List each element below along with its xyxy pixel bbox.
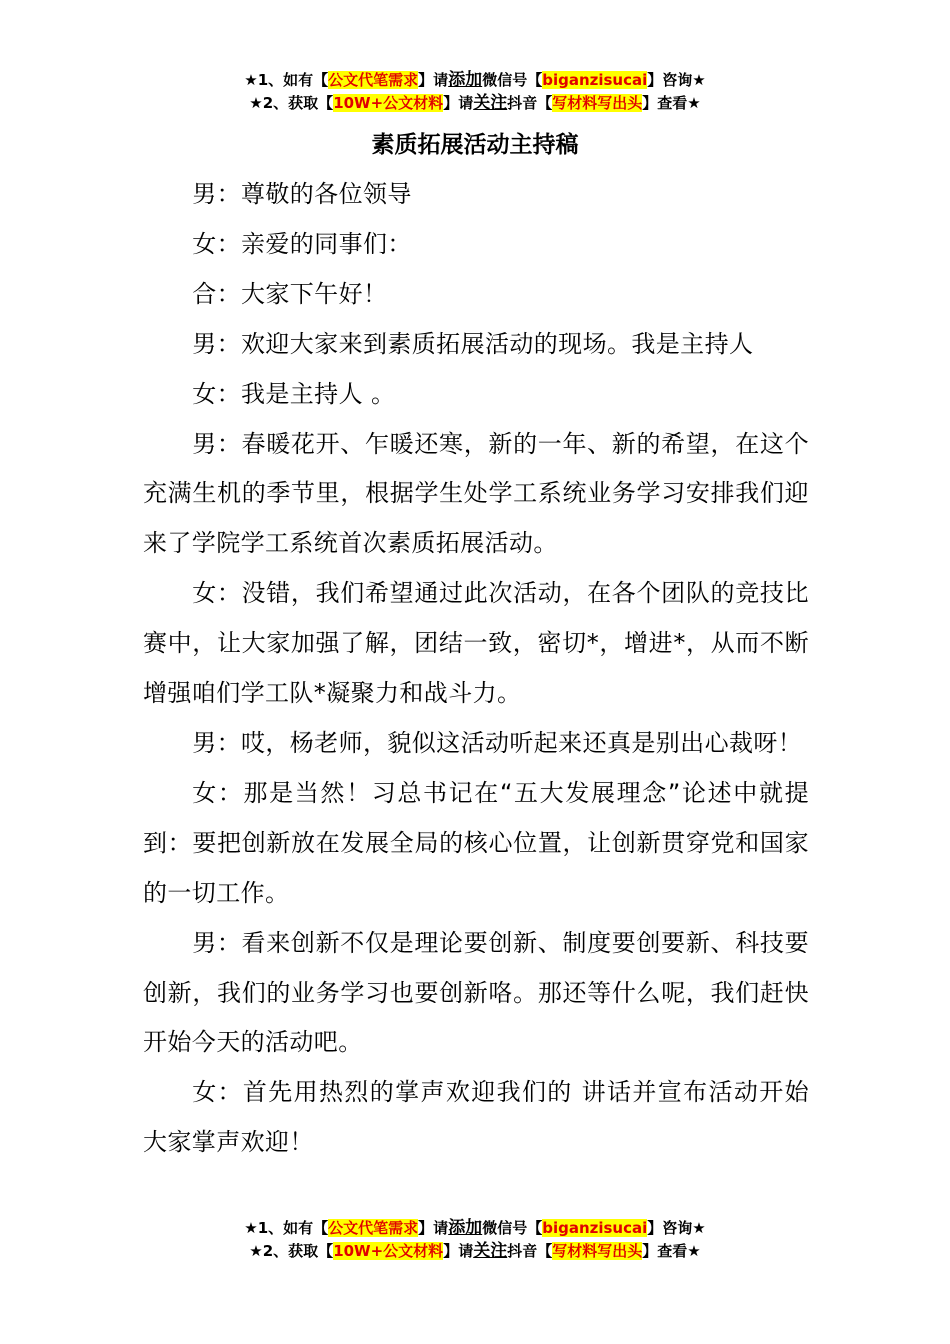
promo-text: 微信号【 xyxy=(482,1219,543,1237)
promo-notice-top xyxy=(0,69,950,115)
promo-text: 】请 xyxy=(443,1242,474,1260)
promo-emphasis: 关注 xyxy=(473,93,508,113)
promo-douyin-name: 写材料写出头 xyxy=(552,1242,643,1260)
promo-text: 抖音【 xyxy=(507,1242,553,1260)
promo-text: 】查看★ xyxy=(642,1242,701,1260)
script-line: 女：首先用热烈的掌声欢迎我们的 讲话并宣布活动开始大家掌声欢迎！ xyxy=(143,1078,809,1157)
promo-text: 】请 xyxy=(418,71,449,89)
promo-line-2 xyxy=(0,1240,950,1263)
promo-line-1 xyxy=(0,69,950,92)
promo-douyin-name: 写材料写出头 xyxy=(552,94,643,112)
script-line: 男：欢迎大家来到素质拓展活动的现场。我是主持人 xyxy=(192,329,754,358)
promo-line-1 xyxy=(0,1217,950,1240)
script-line: 男：看来创新不仅是理论要创新、制度要创要新、科技要创新，我们的业务学习也要创新咯。那还等什么呢，我们赶快开始今天的活动吧。 xyxy=(143,928,809,1057)
promo-text: 】查看★ xyxy=(642,94,701,112)
promo-text: ★2、获取【 xyxy=(249,94,334,112)
promo-highlight: 公文代笔需求 xyxy=(328,1219,419,1237)
script-line: 女：我是主持人 。 xyxy=(192,379,396,408)
script-line: 男：哎，杨老师，貌似这活动听起来还真是别出心裁呀！ xyxy=(192,728,803,757)
script-line: 男：尊敬的各位领导 xyxy=(192,180,412,208)
promo-emphasis: 添加 xyxy=(448,70,483,90)
script-line: 合：大家下午好！ xyxy=(192,279,388,308)
script-line: 女：亲爱的同事们： xyxy=(192,229,412,258)
promo-text: 】咨询★ xyxy=(647,71,706,89)
script-line: 男：春暖花开、乍暖还寒，新的一年、新的希望，在这个充满生机的季节里，根据学生处学工系统业务学习安排我们迎来了学院学工系统首次素质拓展活动。 xyxy=(143,429,809,558)
promo-emphasis: 添加 xyxy=(448,1218,483,1238)
promo-emphasis: 关注 xyxy=(473,1241,508,1261)
promo-text: 抖音【 xyxy=(507,94,553,112)
promo-wechat-id: biganzisucai xyxy=(542,71,648,89)
promo-wechat-id: biganzisucai xyxy=(542,1219,648,1237)
script-line: 女：没错，我们希望通过此次活动，在各个团队的竞技比赛中，让大家加强了解，团结一致，密切*，增进*，从而不断增强咱们学工队*凝聚力和战斗力。 xyxy=(143,579,809,708)
promo-text: ★1、如有【 xyxy=(244,1219,329,1237)
document-title: 素质拓展活动主持稿 xyxy=(371,132,579,158)
promo-text: 微信号【 xyxy=(482,71,543,89)
promo-line-2 xyxy=(0,92,950,115)
promo-text: ★1、如有【 xyxy=(244,71,329,89)
promo-highlight: 公文代笔需求 xyxy=(328,71,419,89)
promo-text: 】咨询★ xyxy=(647,1219,706,1237)
promo-highlight: 10W+公文材料 xyxy=(333,94,444,112)
promo-notice-bottom xyxy=(0,1217,950,1263)
script-line: 女：那是当然！习总书记在“五大发展理念”论述中就提到：要把创新放在发展全局的核心位置，让创新贯穿党和国家的一切工作。 xyxy=(143,778,809,907)
promo-text: ★2、获取【 xyxy=(249,1242,334,1260)
document-body xyxy=(143,170,809,1168)
promo-text: 】请 xyxy=(443,94,474,112)
promo-text: 】请 xyxy=(418,1219,449,1237)
promo-highlight: 10W+公文材料 xyxy=(333,1242,444,1260)
